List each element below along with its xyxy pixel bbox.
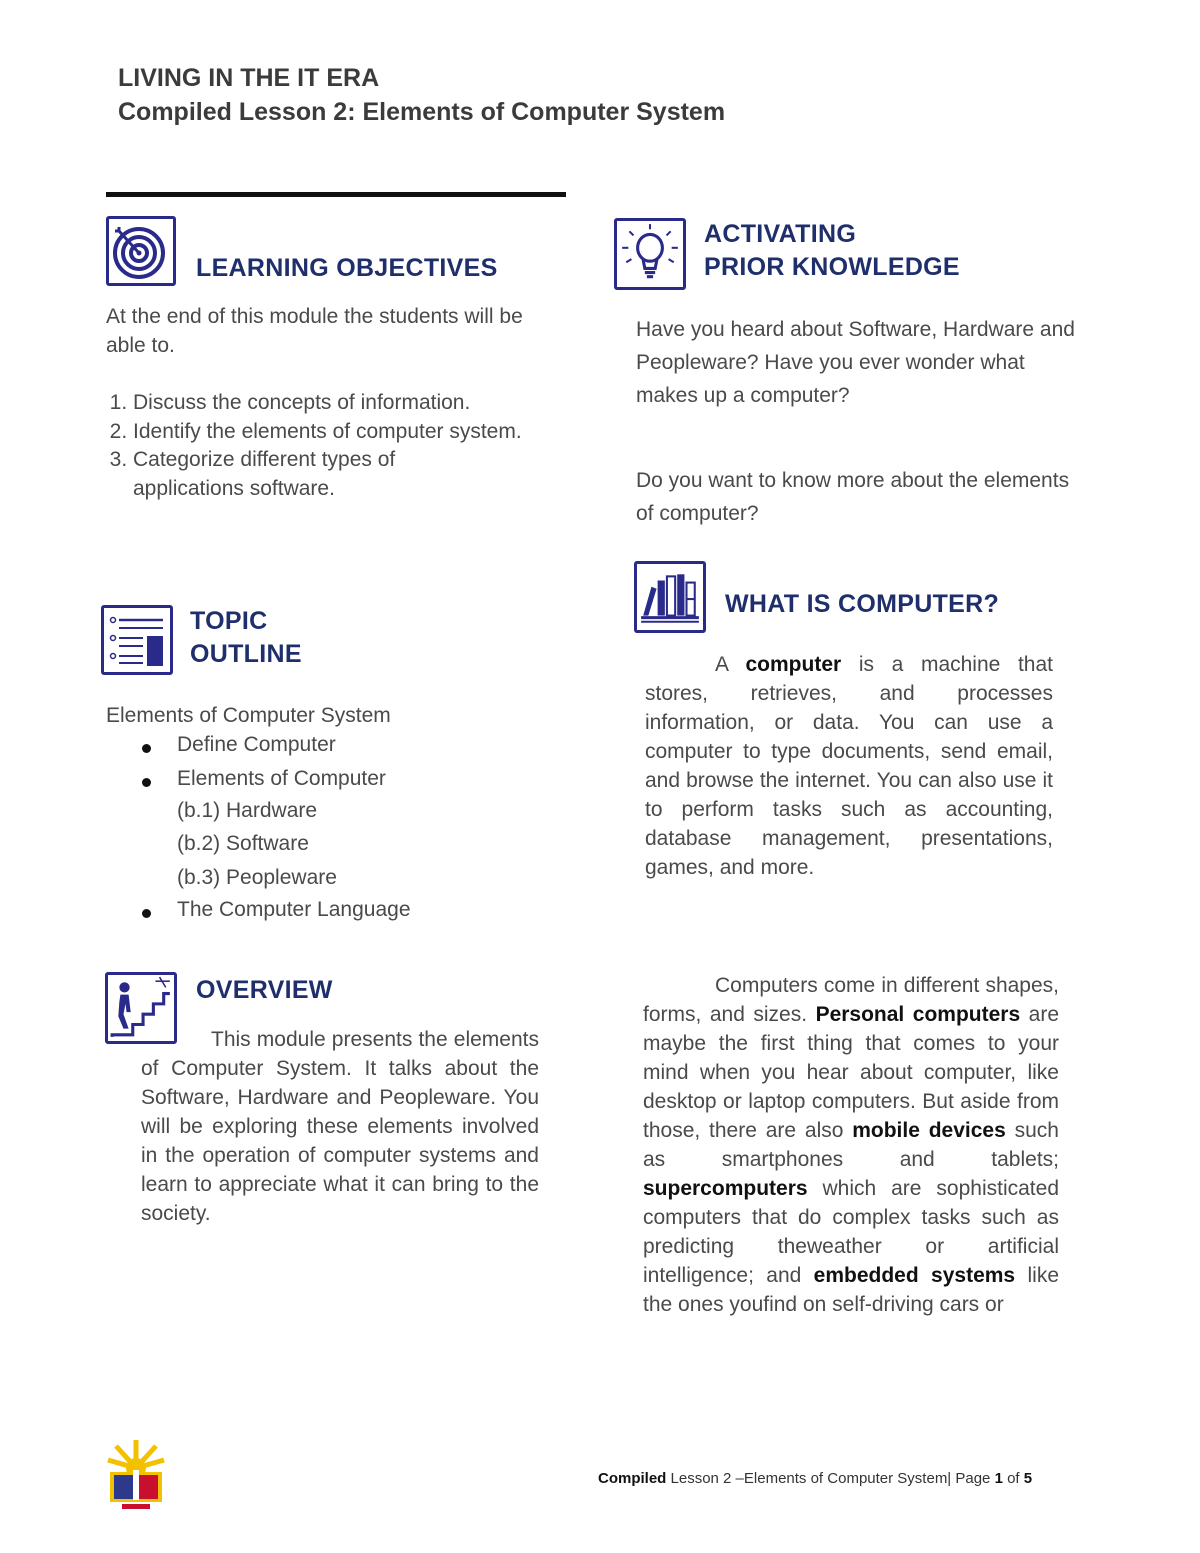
para-text: A <box>715 653 746 676</box>
total-pages: 5 <box>1023 1470 1033 1487</box>
objectives-list <box>106 389 566 503</box>
target-icon <box>106 216 176 286</box>
objective-item: 2. Identify the elements of computer system. <box>133 418 566 447</box>
outline-item: Define Computer <box>177 733 336 756</box>
outline-subitem: (b.3) Peopleware <box>177 866 337 889</box>
topic-outline-heading <box>190 605 302 671</box>
topic-heading-line2: OUTLINE <box>190 640 302 668</box>
activating-heading-line1: ACTIVATING <box>704 220 857 248</box>
activating-para1: Have you heard about Software, Hardware and Peopleware? Have you ever wonder what makes up a computer? <box>636 318 1075 407</box>
bullet-dot <box>142 744 151 753</box>
activating-heading-line2: PRIOR KNOWLEDGE <box>704 253 960 281</box>
footer-bold: Compiled <box>598 1470 667 1487</box>
para-text: which are sophisticated computers that do complex tasks such as predicting theweather or artificial intelligence; and <box>643 1177 1059 1287</box>
para-text: like the ones youfind on self-driving cars or <box>643 1264 1059 1316</box>
objective-item: 3. Categorize different types of applications software. <box>133 446 566 503</box>
term-computer: computer <box>745 653 842 676</box>
para-text: is a machine that stores, retrieves, and processes information, or data. You can use a computer to type documents, send email, and browse the internet. You can also use it to perform tasks such as accounting, database management, presentations, games, and more. <box>645 653 1053 879</box>
para-text: such as smartphones and tablets; <box>643 1119 1059 1171</box>
philippine-sun-logo-icon <box>104 1438 168 1512</box>
outline-title: Elements of Computer System <box>106 704 391 727</box>
objective-item: 1. Discuss the concepts of information. <box>133 389 566 418</box>
outline-subitem: (b.2) Software <box>177 832 309 855</box>
what-is-computer-heading: WHAT IS COMPUTER? <box>725 590 1000 618</box>
books-icon <box>634 561 706 633</box>
page-number: 1 <box>994 1470 1003 1487</box>
outline-subitem: (b.1) Hardware <box>177 799 318 822</box>
lightbulb-icon <box>614 218 686 290</box>
activating-para2: Do you want to know more about the elements of computer? <box>636 469 1070 525</box>
header-divider <box>106 192 566 197</box>
what-is-para1 <box>645 650 1053 882</box>
list-icon <box>101 605 173 675</box>
footer-of: of <box>1002 1470 1024 1487</box>
term-embedded-systems: embedded systems <box>813 1264 1016 1287</box>
outline-item: The Computer Language <box>177 898 411 921</box>
objectives-intro: At the end of this module the students will be able to. <box>106 305 523 357</box>
para-text: are maybe the first thing that comes to your mind when you hear about computer, like desktop or laptop computers. But aside from those, there are also <box>643 1003 1059 1142</box>
term-personal-computers: Personal computers <box>815 1003 1021 1026</box>
course-title: LIVING IN THE IT ERA <box>118 64 380 92</box>
page-footer <box>598 1470 1032 1487</box>
learning-objectives-heading: LEARNING OBJECTIVES <box>196 254 498 282</box>
topic-heading-line1: TOPIC <box>190 607 268 635</box>
overview-text: This module presents the elements of Computer System. It talks about the Software, Hardware and Peopleware. You will be exploring these elements involved in the operation of computer systems and learn to appreciate what it can bring to the society. <box>141 1028 539 1225</box>
activating-heading <box>704 218 960 284</box>
outline-item: Elements of Computer <box>177 767 386 790</box>
term-mobile-devices: mobile devices <box>852 1119 1006 1142</box>
term-supercomputers: supercomputers <box>643 1177 808 1200</box>
overview-heading: OVERVIEW <box>196 976 333 1004</box>
lesson-title: Compiled Lesson 2: Elements of Computer System <box>118 98 726 126</box>
bullet-dot <box>142 778 151 787</box>
bullet-dot <box>142 909 151 918</box>
footer-text: Lesson 2 –Elements of Computer System| Page <box>666 1470 995 1487</box>
what-is-para2 <box>643 971 1059 1319</box>
para-text: Computers come in different shapes, forms, and sizes. <box>643 974 1059 1026</box>
